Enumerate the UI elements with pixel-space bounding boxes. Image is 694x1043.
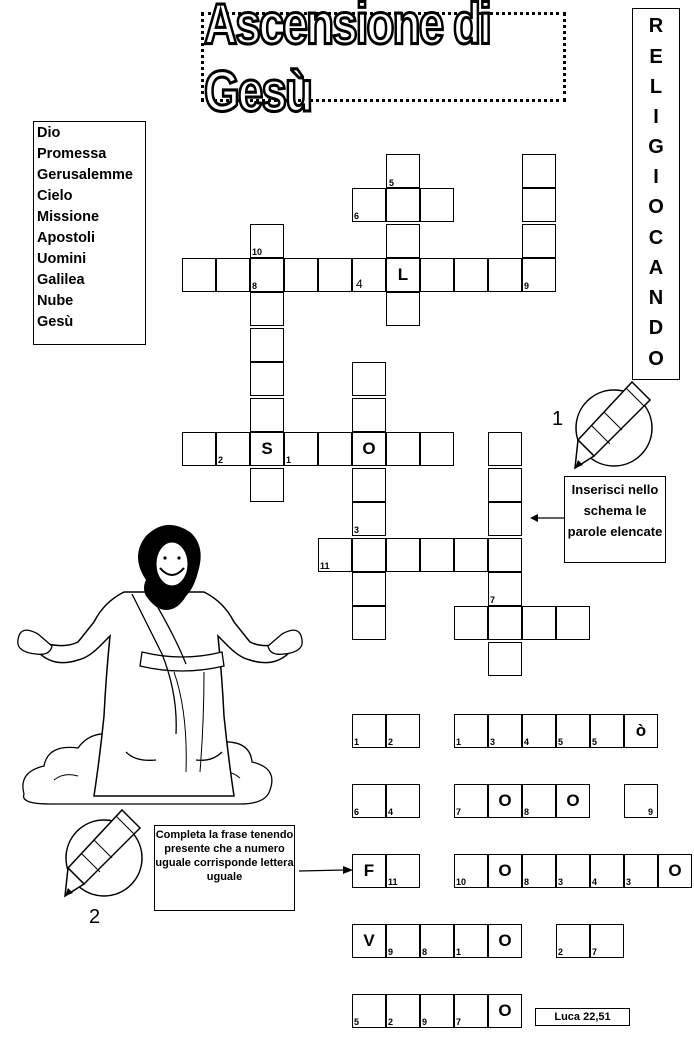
- word-list-item: Apostoli: [37, 230, 95, 246]
- arrow-left-icon: [530, 512, 566, 524]
- phrase-cell[interactable]: [522, 714, 556, 748]
- given-letter: O: [498, 931, 512, 950]
- crossword-cell[interactable]: [216, 258, 250, 292]
- crossword-cell[interactable]: [488, 606, 522, 640]
- crossword-cell[interactable]: [454, 606, 488, 640]
- banner-letter: I: [653, 166, 659, 188]
- crossword-cell[interactable]: [488, 642, 522, 676]
- crossword-cell[interactable]: [284, 258, 318, 292]
- cipher-number: 7: [592, 947, 598, 957]
- crossword-cell[interactable]: [488, 538, 522, 572]
- phrase-cell[interactable]: [386, 854, 420, 888]
- banner-letter: O: [648, 348, 664, 370]
- phrase-cell[interactable]: [386, 714, 420, 748]
- crossword-cell[interactable]: [488, 572, 522, 606]
- given-letter: O: [498, 861, 512, 880]
- word-list-item: Missione: [37, 209, 100, 225]
- crossword-cell[interactable]: [250, 328, 284, 362]
- phrase-cell[interactable]: [522, 854, 556, 888]
- banner-letter: A: [648, 257, 664, 279]
- cipher-number: 2: [558, 947, 564, 957]
- phrase-cell[interactable]: [488, 854, 522, 888]
- given-letter: O: [668, 861, 682, 880]
- arrow-right-icon: [297, 864, 355, 878]
- banner-letter: I: [653, 106, 659, 128]
- cipher-number: 1: [354, 737, 360, 747]
- clue-number: 10: [252, 247, 263, 257]
- phrase-cell[interactable]: [590, 714, 624, 748]
- banner-letter: E: [649, 46, 663, 68]
- step-number-1: 1: [552, 408, 564, 430]
- cipher-number: 11: [388, 877, 398, 887]
- given-letter: ò: [635, 721, 647, 740]
- crossword-cell[interactable]: [454, 258, 488, 292]
- phrase-cell[interactable]: [454, 854, 488, 888]
- crossword-cell[interactable]: [352, 432, 386, 466]
- given-letter: O: [498, 1001, 512, 1020]
- word-list: [33, 121, 146, 345]
- crossword-cell[interactable]: [420, 432, 454, 466]
- crossword-cell[interactable]: [352, 572, 386, 606]
- word-list-item: Gerusalemme: [37, 167, 133, 183]
- word-list-item: Dio: [37, 125, 61, 141]
- cipher-number: 8: [524, 877, 530, 887]
- crossword-cell[interactable]: [352, 606, 386, 640]
- phrase-cell[interactable]: [522, 784, 556, 818]
- crossword-cell[interactable]: [352, 258, 386, 292]
- crossword-cell[interactable]: [420, 538, 454, 572]
- cipher-number: 6: [354, 807, 360, 817]
- phrase-cell[interactable]: [624, 784, 658, 818]
- crossword-cell[interactable]: [488, 502, 522, 536]
- clue-number: 11: [320, 561, 330, 571]
- phrase-cell[interactable]: [556, 714, 590, 748]
- cipher-number: 9: [647, 807, 653, 817]
- crossword-cell[interactable]: [556, 606, 590, 640]
- phrase-cell[interactable]: [488, 784, 522, 818]
- phrase-cell[interactable]: [454, 714, 488, 748]
- crossword-cell[interactable]: [352, 398, 386, 432]
- given-letter: O: [498, 791, 512, 810]
- clue-number: 7: [490, 595, 496, 605]
- phrase-cell[interactable]: [352, 994, 386, 1028]
- phrase-cell[interactable]: [420, 994, 454, 1028]
- given-letter: S: [261, 439, 273, 458]
- crossword-cell[interactable]: [352, 538, 386, 572]
- instruction-box-1: Inserisci nello schema le parole elencate: [564, 476, 666, 563]
- cipher-number: 7: [456, 807, 462, 817]
- crossword-cell[interactable]: [352, 502, 386, 536]
- given-letter: L: [397, 265, 409, 284]
- cipher-number: 9: [388, 947, 394, 957]
- crossword-cell[interactable]: [284, 432, 318, 466]
- clue-number: 8: [252, 281, 258, 291]
- cipher-number: 4: [592, 877, 598, 887]
- crossword-cell[interactable]: [182, 432, 216, 466]
- word-list-item: Galilea: [37, 272, 85, 288]
- phrase-cell[interactable]: [386, 924, 420, 958]
- banner-letter: L: [649, 76, 663, 98]
- banner-letter: R: [648, 15, 664, 37]
- crossword-cell[interactable]: [488, 258, 522, 292]
- cipher-number: 3: [490, 737, 496, 747]
- crossword-cell[interactable]: [250, 432, 284, 466]
- crossword-cell[interactable]: [454, 538, 488, 572]
- cipher-number: 1: [456, 947, 462, 957]
- crossword-cell[interactable]: [250, 362, 284, 396]
- bible-reference: Luca 22,51: [535, 1008, 630, 1026]
- cipher-number: 5: [558, 737, 564, 747]
- cipher-number: 10: [456, 877, 467, 887]
- clue-number: 5: [389, 178, 395, 188]
- banner-letter: N: [648, 287, 664, 309]
- pencil-icon: [570, 378, 660, 473]
- cipher-number: 4: [524, 737, 530, 747]
- crossword-cell[interactable]: [522, 224, 556, 258]
- phrase-cell[interactable]: [488, 714, 522, 748]
- crossword-cell[interactable]: [318, 432, 352, 466]
- pencil-icon: [60, 806, 150, 901]
- cipher-number: 8: [422, 947, 428, 957]
- phrase-cell[interactable]: [454, 924, 488, 958]
- phrase-cell[interactable]: [590, 924, 624, 958]
- crossword-cell[interactable]: [318, 538, 352, 572]
- cipher-number: 4: [388, 807, 394, 817]
- phrase-cell[interactable]: [624, 854, 658, 888]
- crossword-cell[interactable]: [522, 606, 556, 640]
- given-letter: O: [566, 791, 580, 810]
- crossword-cell[interactable]: [318, 258, 352, 292]
- crossword-cell[interactable]: [420, 258, 454, 292]
- phrase-cell[interactable]: [590, 854, 624, 888]
- given-letter: O: [362, 439, 376, 458]
- phrase-cell[interactable]: [386, 994, 420, 1028]
- crossword-cell[interactable]: [250, 468, 284, 502]
- crossword-cell[interactable]: [522, 154, 556, 188]
- crossword-cell[interactable]: [386, 538, 420, 572]
- clue-number: 9: [524, 281, 530, 291]
- word-list-item: Gesù: [37, 314, 74, 330]
- phrase-cell[interactable]: [352, 714, 386, 748]
- crossword-cell[interactable]: [522, 258, 556, 292]
- cipher-number: 5: [354, 1017, 360, 1027]
- phrase-cell[interactable]: [352, 784, 386, 818]
- clue-number: 2: [218, 455, 224, 465]
- word-list-item: Uomini: [37, 251, 87, 267]
- phrase-cell[interactable]: [556, 854, 590, 888]
- phrase-cell[interactable]: [488, 924, 522, 958]
- word-list-item: Cielo: [37, 188, 73, 204]
- phrase-cell[interactable]: [624, 714, 658, 748]
- phrase-cell[interactable]: [420, 924, 454, 958]
- given-letter: F: [363, 861, 375, 880]
- clue-number: 4: [356, 277, 363, 291]
- phrase-cell[interactable]: [556, 924, 590, 958]
- banner-letter: G: [648, 136, 664, 158]
- crossword-cell[interactable]: [250, 258, 284, 292]
- phrase-cell[interactable]: [454, 784, 488, 818]
- title-box: [201, 0, 566, 124]
- cipher-number: 5: [592, 737, 598, 747]
- cipher-number: 2: [388, 1017, 394, 1027]
- word-list-item: Nube: [37, 293, 74, 309]
- step-number-2: 2: [89, 906, 101, 928]
- crossword-cell[interactable]: [420, 188, 454, 222]
- crossword-cell[interactable]: [386, 432, 420, 466]
- phrase-cell[interactable]: [454, 994, 488, 1028]
- clue-number: 1: [286, 455, 292, 465]
- crossword-cell[interactable]: [488, 468, 522, 502]
- phrase-cell[interactable]: [386, 784, 420, 818]
- banner-letter: D: [648, 317, 664, 339]
- given-letter: V: [363, 931, 375, 950]
- crossword-cell[interactable]: [352, 362, 386, 396]
- cipher-number: 3: [558, 877, 564, 887]
- cipher-number: 9: [422, 1017, 428, 1027]
- page-title: Ascensione di Gesù: [204, 0, 490, 124]
- phrase-cell[interactable]: [556, 784, 590, 818]
- instruction-box-2: Completa la frase tenendo presente che a numero uguale corrisponde lettera uguale: [154, 825, 295, 911]
- clue-number: 3: [354, 525, 360, 535]
- religiocando-banner: [632, 8, 680, 380]
- crossword-cell[interactable]: [250, 292, 284, 326]
- crossword-cell[interactable]: [250, 398, 284, 432]
- crossword-cell[interactable]: [182, 258, 216, 292]
- crossword-cell[interactable]: [488, 432, 522, 466]
- phrase-cell[interactable]: [488, 994, 522, 1028]
- word-list-item: Promessa: [37, 146, 107, 162]
- cipher-number: 7: [456, 1017, 462, 1027]
- crossword-cell[interactable]: [216, 432, 250, 466]
- cipher-number: 3: [626, 877, 632, 887]
- crossword-cell[interactable]: [250, 224, 284, 258]
- crossword-cell[interactable]: [352, 188, 386, 222]
- phrase-cell[interactable]: [352, 924, 386, 958]
- clue-number: 6: [354, 211, 360, 221]
- cipher-number: 1: [456, 737, 462, 747]
- crossword-cell[interactable]: [522, 188, 556, 222]
- banner-letter: O: [648, 196, 664, 218]
- jesus-illustration: [14, 522, 306, 822]
- phrase-cell[interactable]: [658, 854, 692, 888]
- cipher-number: 2: [388, 737, 394, 747]
- banner-letter: C: [648, 227, 664, 249]
- cipher-number: 8: [524, 807, 530, 817]
- phrase-cell[interactable]: [352, 854, 386, 888]
- crossword-cell[interactable]: [352, 468, 386, 502]
